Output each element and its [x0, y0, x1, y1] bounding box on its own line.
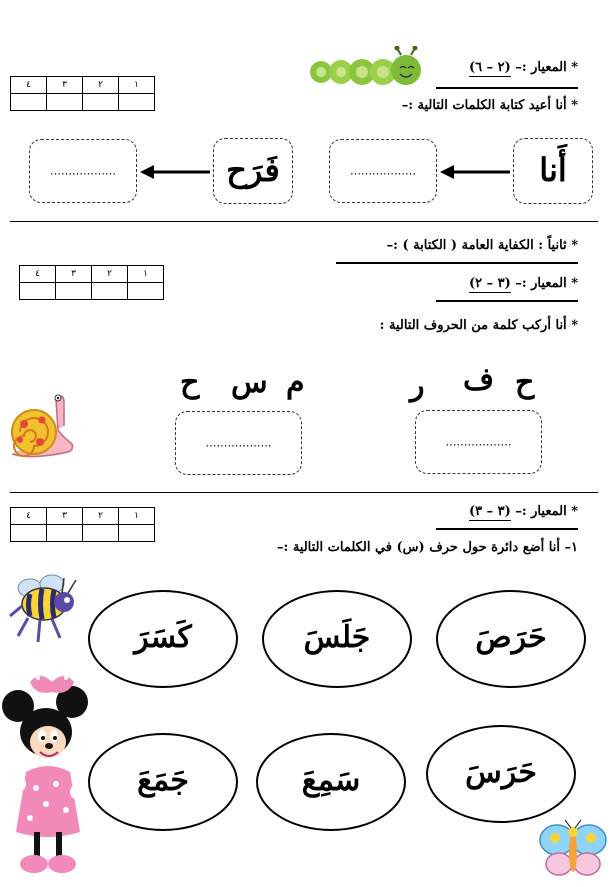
- minnie-mouse-icon: [0, 672, 100, 884]
- answer-box-2[interactable]: [29, 139, 137, 203]
- snail-icon: [6, 392, 76, 464]
- word-ellipse[interactable]: [426, 725, 576, 823]
- score-cell-1: ١: [119, 508, 155, 525]
- word-box-ana: [513, 138, 593, 204]
- word-ellipse[interactable]: [88, 590, 238, 688]
- score-cell-2: ٢: [92, 266, 128, 283]
- word: جَمَعَ: [137, 762, 189, 798]
- score-box[interactable]: [83, 525, 119, 542]
- score-box[interactable]: [119, 525, 155, 542]
- word: جَلَسَ: [303, 619, 371, 655]
- dots-line: ………………: [445, 435, 512, 449]
- word: حَرَصَ: [475, 619, 547, 655]
- standard-1-label: * المعيار :–: [515, 60, 578, 75]
- answer-box-1[interactable]: [329, 139, 437, 203]
- bee-icon: [8, 566, 80, 650]
- letter: ح: [180, 365, 200, 400]
- word-farah: فَرَح: [226, 151, 280, 190]
- score-cell-4: ٤: [20, 266, 56, 283]
- divider-2: [10, 492, 598, 493]
- letter: م: [286, 365, 305, 400]
- instruction-3: ١– أنا أضع دائرة حول حرف (س) في الكلمات التالية :–: [277, 540, 578, 555]
- word-ana: أَنا: [539, 151, 567, 190]
- word: كَسَرَ: [134, 619, 192, 655]
- dots-line: ………………: [205, 436, 272, 450]
- letter: ح: [515, 365, 535, 400]
- word: حَرَسَ: [465, 754, 537, 790]
- score-box[interactable]: [47, 94, 83, 111]
- score-table-3: [10, 507, 155, 542]
- score-cell-1: ١: [128, 266, 164, 283]
- answer-box-4[interactable]: [175, 411, 302, 475]
- score-cell-3: ٣: [56, 266, 92, 283]
- score-table-1: [10, 76, 155, 111]
- caterpillar-icon: [307, 46, 429, 90]
- word: سَمِعَ: [301, 762, 361, 798]
- standard-2-line: [469, 276, 578, 291]
- score-cell-4: ٤: [11, 77, 47, 94]
- word-ellipse[interactable]: [256, 733, 406, 831]
- standard-1-value: (٢ – ٦): [468, 60, 511, 75]
- score-cell-2: ٢: [83, 77, 119, 94]
- competency-line: * ثانياً : الكفاية العامة ( الكتابة ) :–: [386, 238, 578, 253]
- standard-3-label: * المعيار :–: [515, 504, 578, 519]
- arrow-left-icon: [140, 162, 210, 182]
- score-cell-3: ٣: [47, 508, 83, 525]
- dots-line: ………………: [50, 164, 116, 178]
- letter: س: [231, 365, 268, 400]
- score-cell-4: ٤: [11, 508, 47, 525]
- standard-1-underline: [436, 87, 578, 89]
- score-box[interactable]: [92, 283, 128, 300]
- arrow-left-icon: [440, 162, 510, 182]
- standard-3-line: [469, 504, 578, 519]
- score-box[interactable]: [119, 94, 155, 111]
- word-ellipse[interactable]: [436, 590, 586, 688]
- score-box[interactable]: [128, 283, 164, 300]
- instruction-2: * أنا أركب كلمة من الحروف التالية :: [379, 318, 578, 333]
- standard-3-underline: [436, 528, 578, 530]
- score-cell-3: ٣: [47, 77, 83, 94]
- butterfly-icon: [537, 818, 609, 882]
- dots-line: ………………: [350, 164, 416, 178]
- word-ellipse[interactable]: [88, 733, 238, 831]
- score-cell-2: ٢: [83, 508, 119, 525]
- score-cell-1: ١: [119, 77, 155, 94]
- score-box[interactable]: [11, 94, 47, 111]
- competency-underline: [336, 262, 578, 264]
- standard-3-value: (٣ – ٣): [468, 504, 511, 519]
- score-box[interactable]: [20, 283, 56, 300]
- score-table-2: [19, 265, 164, 300]
- answer-box-3[interactable]: [415, 410, 542, 474]
- score-box[interactable]: [11, 525, 47, 542]
- standard-2-underline: [436, 300, 578, 302]
- word-box-farah: [213, 138, 293, 204]
- score-box[interactable]: [47, 525, 83, 542]
- score-box[interactable]: [83, 94, 119, 111]
- standard-1-line: [469, 60, 578, 75]
- letter: ر: [410, 368, 425, 403]
- standard-2-label: * المعيار :–: [515, 276, 578, 291]
- letter: ف: [463, 362, 495, 397]
- word-ellipse[interactable]: [262, 590, 412, 688]
- instruction-1: * أنا أعيد كتابة الكلمات التالية :–: [401, 98, 578, 113]
- score-box[interactable]: [56, 283, 92, 300]
- divider-1: [10, 221, 598, 222]
- standard-2-value: (٣ – ٢): [468, 276, 511, 291]
